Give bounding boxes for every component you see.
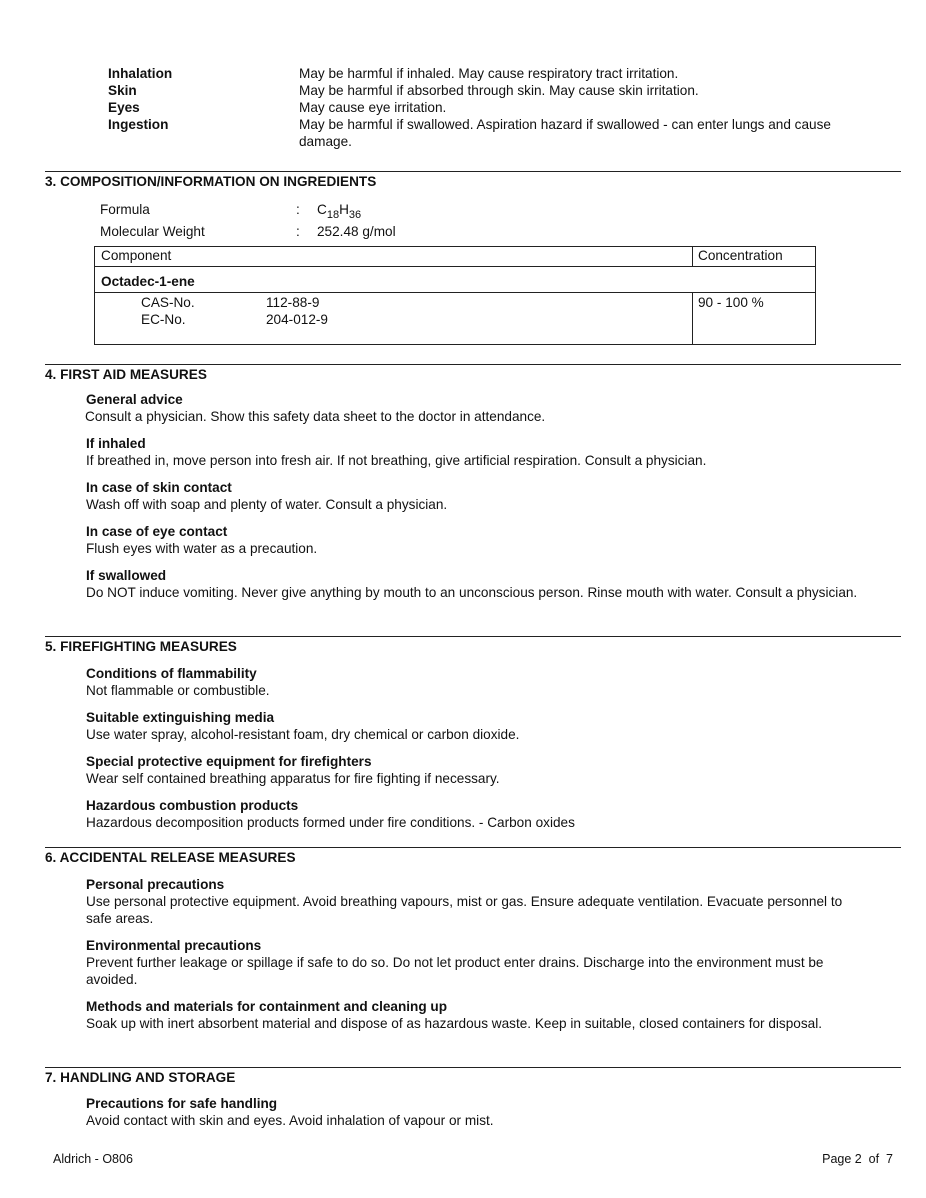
- molecular-weight-row: [100, 218, 500, 240]
- page-number: Page 2 of 7: [822, 1152, 893, 1166]
- hazard-row-eyes: [108, 99, 868, 116]
- subsection-title: Personal precautions: [86, 877, 225, 892]
- subsection-title: In case of skin contact: [86, 480, 232, 495]
- subsection-text: Do NOT induce vomiting. Never give anything by mouth to an unconscious person. Rinse mouth with water. Consult a physician.: [86, 585, 858, 600]
- hazard-label: Skin: [108, 83, 137, 98]
- formula-c: C: [317, 202, 327, 217]
- subsection: [86, 567, 901, 601]
- column-header-concentration: Concentration: [698, 248, 783, 263]
- subsection-title: Hazardous combustion products: [86, 798, 299, 813]
- component-table: [94, 246, 816, 345]
- formula-h-count: 36: [348, 209, 362, 221]
- subsection-title: If swallowed: [86, 568, 167, 583]
- section-first-aid: [45, 364, 901, 601]
- section-heading: 7. HANDLING AND STORAGE: [45, 1067, 901, 1087]
- subsection-title: Special protective equipment for firefighters: [86, 754, 372, 769]
- formula-c-count: 18: [326, 209, 340, 221]
- subsection: [86, 797, 901, 831]
- subsection-text: Wear self contained breathing apparatus for fire fighting if necessary.: [86, 771, 500, 786]
- section-body: [86, 665, 901, 831]
- colon: :: [296, 202, 300, 217]
- subsection-title: Precautions for safe handling: [86, 1096, 278, 1111]
- cas-value: 112-88-9: [266, 295, 320, 310]
- subsection: [86, 391, 901, 425]
- table-row: [95, 293, 815, 345]
- subsection: [86, 937, 901, 988]
- subsection: [86, 523, 901, 557]
- hazard-label: Ingestion: [108, 117, 169, 132]
- hazard-row-inhalation: [108, 65, 868, 82]
- subsection-title: Suitable extinguishing media: [86, 710, 275, 725]
- subsection-text: Not flammable or combustible.: [86, 683, 270, 698]
- hazard-text: May be harmful if absorbed through skin. May cause skin irritation.: [299, 83, 699, 98]
- composition-properties: [100, 196, 500, 240]
- section-body: [86, 1095, 901, 1129]
- subsection-text: Avoid contact with skin and eyes. Avoid inhalation of vapour or mist.: [86, 1113, 494, 1128]
- subsection-text: Soak up with inert absorbent material and dispose of as hazardous waste. Keep in suitable, closed containers for disposal.: [86, 1016, 823, 1031]
- subsection-title: Conditions of flammability: [86, 666, 257, 681]
- formula-value: [317, 201, 362, 221]
- ec-row: [95, 311, 692, 328]
- section-body: [86, 391, 901, 601]
- component-identifiers: [95, 293, 693, 345]
- hazard-label: Eyes: [108, 100, 140, 115]
- section-accidental-release: [45, 847, 901, 1032]
- section-body: [86, 876, 901, 1032]
- concentration-value: 90 - 100 %: [698, 295, 764, 310]
- subsection-title: Methods and materials for containment and cleaning up: [86, 999, 448, 1014]
- hazard-row-skin: [108, 82, 868, 99]
- hazard-label: Inhalation: [108, 66, 173, 81]
- subsection-text: Hazardous decomposition products formed under fire conditions. - Carbon oxides: [86, 815, 575, 830]
- subsection: [86, 876, 901, 927]
- formula-label: Formula: [100, 202, 150, 217]
- hazard-row-ingestion: [108, 116, 868, 150]
- subsection-title: General advice: [86, 392, 183, 407]
- component-name: Octadec-1-ene: [95, 267, 815, 293]
- section-heading: 3. COMPOSITION/INFORMATION ON INGREDIENTS: [45, 171, 901, 191]
- section-firefighting: [45, 636, 901, 831]
- subsection-title: Environmental precautions: [86, 938, 262, 953]
- cas-label: CAS-No.: [141, 295, 195, 310]
- section-heading: 5. FIREFIGHTING MEASURES: [45, 636, 901, 656]
- subsection: [86, 998, 901, 1032]
- subsection: [86, 435, 901, 469]
- subsection-title: If inhaled: [86, 436, 146, 451]
- hazard-text: May be harmful if swallowed. Aspiration hazard if swallowed - can enter lungs and cause damage.: [299, 117, 831, 149]
- section-composition: [45, 171, 901, 191]
- cas-row: [95, 294, 692, 311]
- subsection-title: In case of eye contact: [86, 524, 228, 539]
- section-heading: 4. FIRST AID MEASURES: [45, 364, 901, 384]
- hazard-text: May be harmful if inhaled. May cause respiratory tract irritation.: [299, 66, 679, 81]
- subsection: [86, 479, 901, 513]
- subsection: [86, 1095, 901, 1129]
- subsection: [86, 665, 901, 699]
- section-handling-storage: [45, 1067, 901, 1129]
- molecular-weight-value: 252.48 g/mol: [317, 224, 396, 239]
- subsection-text: Flush eyes with water as a precaution.: [86, 541, 318, 556]
- hazard-text: May cause eye irritation.: [299, 100, 447, 115]
- ec-value: 204-012-9: [266, 312, 328, 327]
- page-footer: [53, 1151, 893, 1168]
- subsection: [86, 753, 901, 787]
- section-heading: 6. ACCIDENTAL RELEASE MEASURES: [45, 847, 901, 867]
- subsection-text: Use water spray, alcohol-resistant foam, dry chemical or carbon dioxide.: [86, 727, 520, 742]
- footer-product-id: Aldrich - O806: [53, 1152, 133, 1166]
- colon: :: [296, 224, 300, 239]
- formula-row: [100, 196, 500, 221]
- formula-h: H: [339, 202, 349, 217]
- subsection-text: Consult a physician. Show this safety data sheet to the doctor in attendance.: [85, 409, 546, 424]
- molecular-weight-label: Molecular Weight: [100, 224, 205, 239]
- health-hazards: [108, 65, 868, 150]
- subsection: [86, 709, 901, 743]
- ec-label: EC-No.: [141, 312, 186, 327]
- subsection-text: Prevent further leakage or spillage if safe to do so. Do not let product enter drains. Discharge into the environment must be avoided.: [86, 955, 824, 987]
- column-header-component: Component: [95, 247, 693, 266]
- table-header: [95, 247, 815, 267]
- subsection-text: If breathed in, move person into fresh air. If not breathing, give artificial respiration. Consult a physician.: [86, 453, 707, 468]
- subsection-text: Use personal protective equipment. Avoid breathing vapours, mist or gas. Ensure adequate ventilation. Evacuate personnel to safe areas.: [86, 894, 843, 926]
- subsection-text: Wash off with soap and plenty of water. Consult a physician.: [86, 497, 448, 512]
